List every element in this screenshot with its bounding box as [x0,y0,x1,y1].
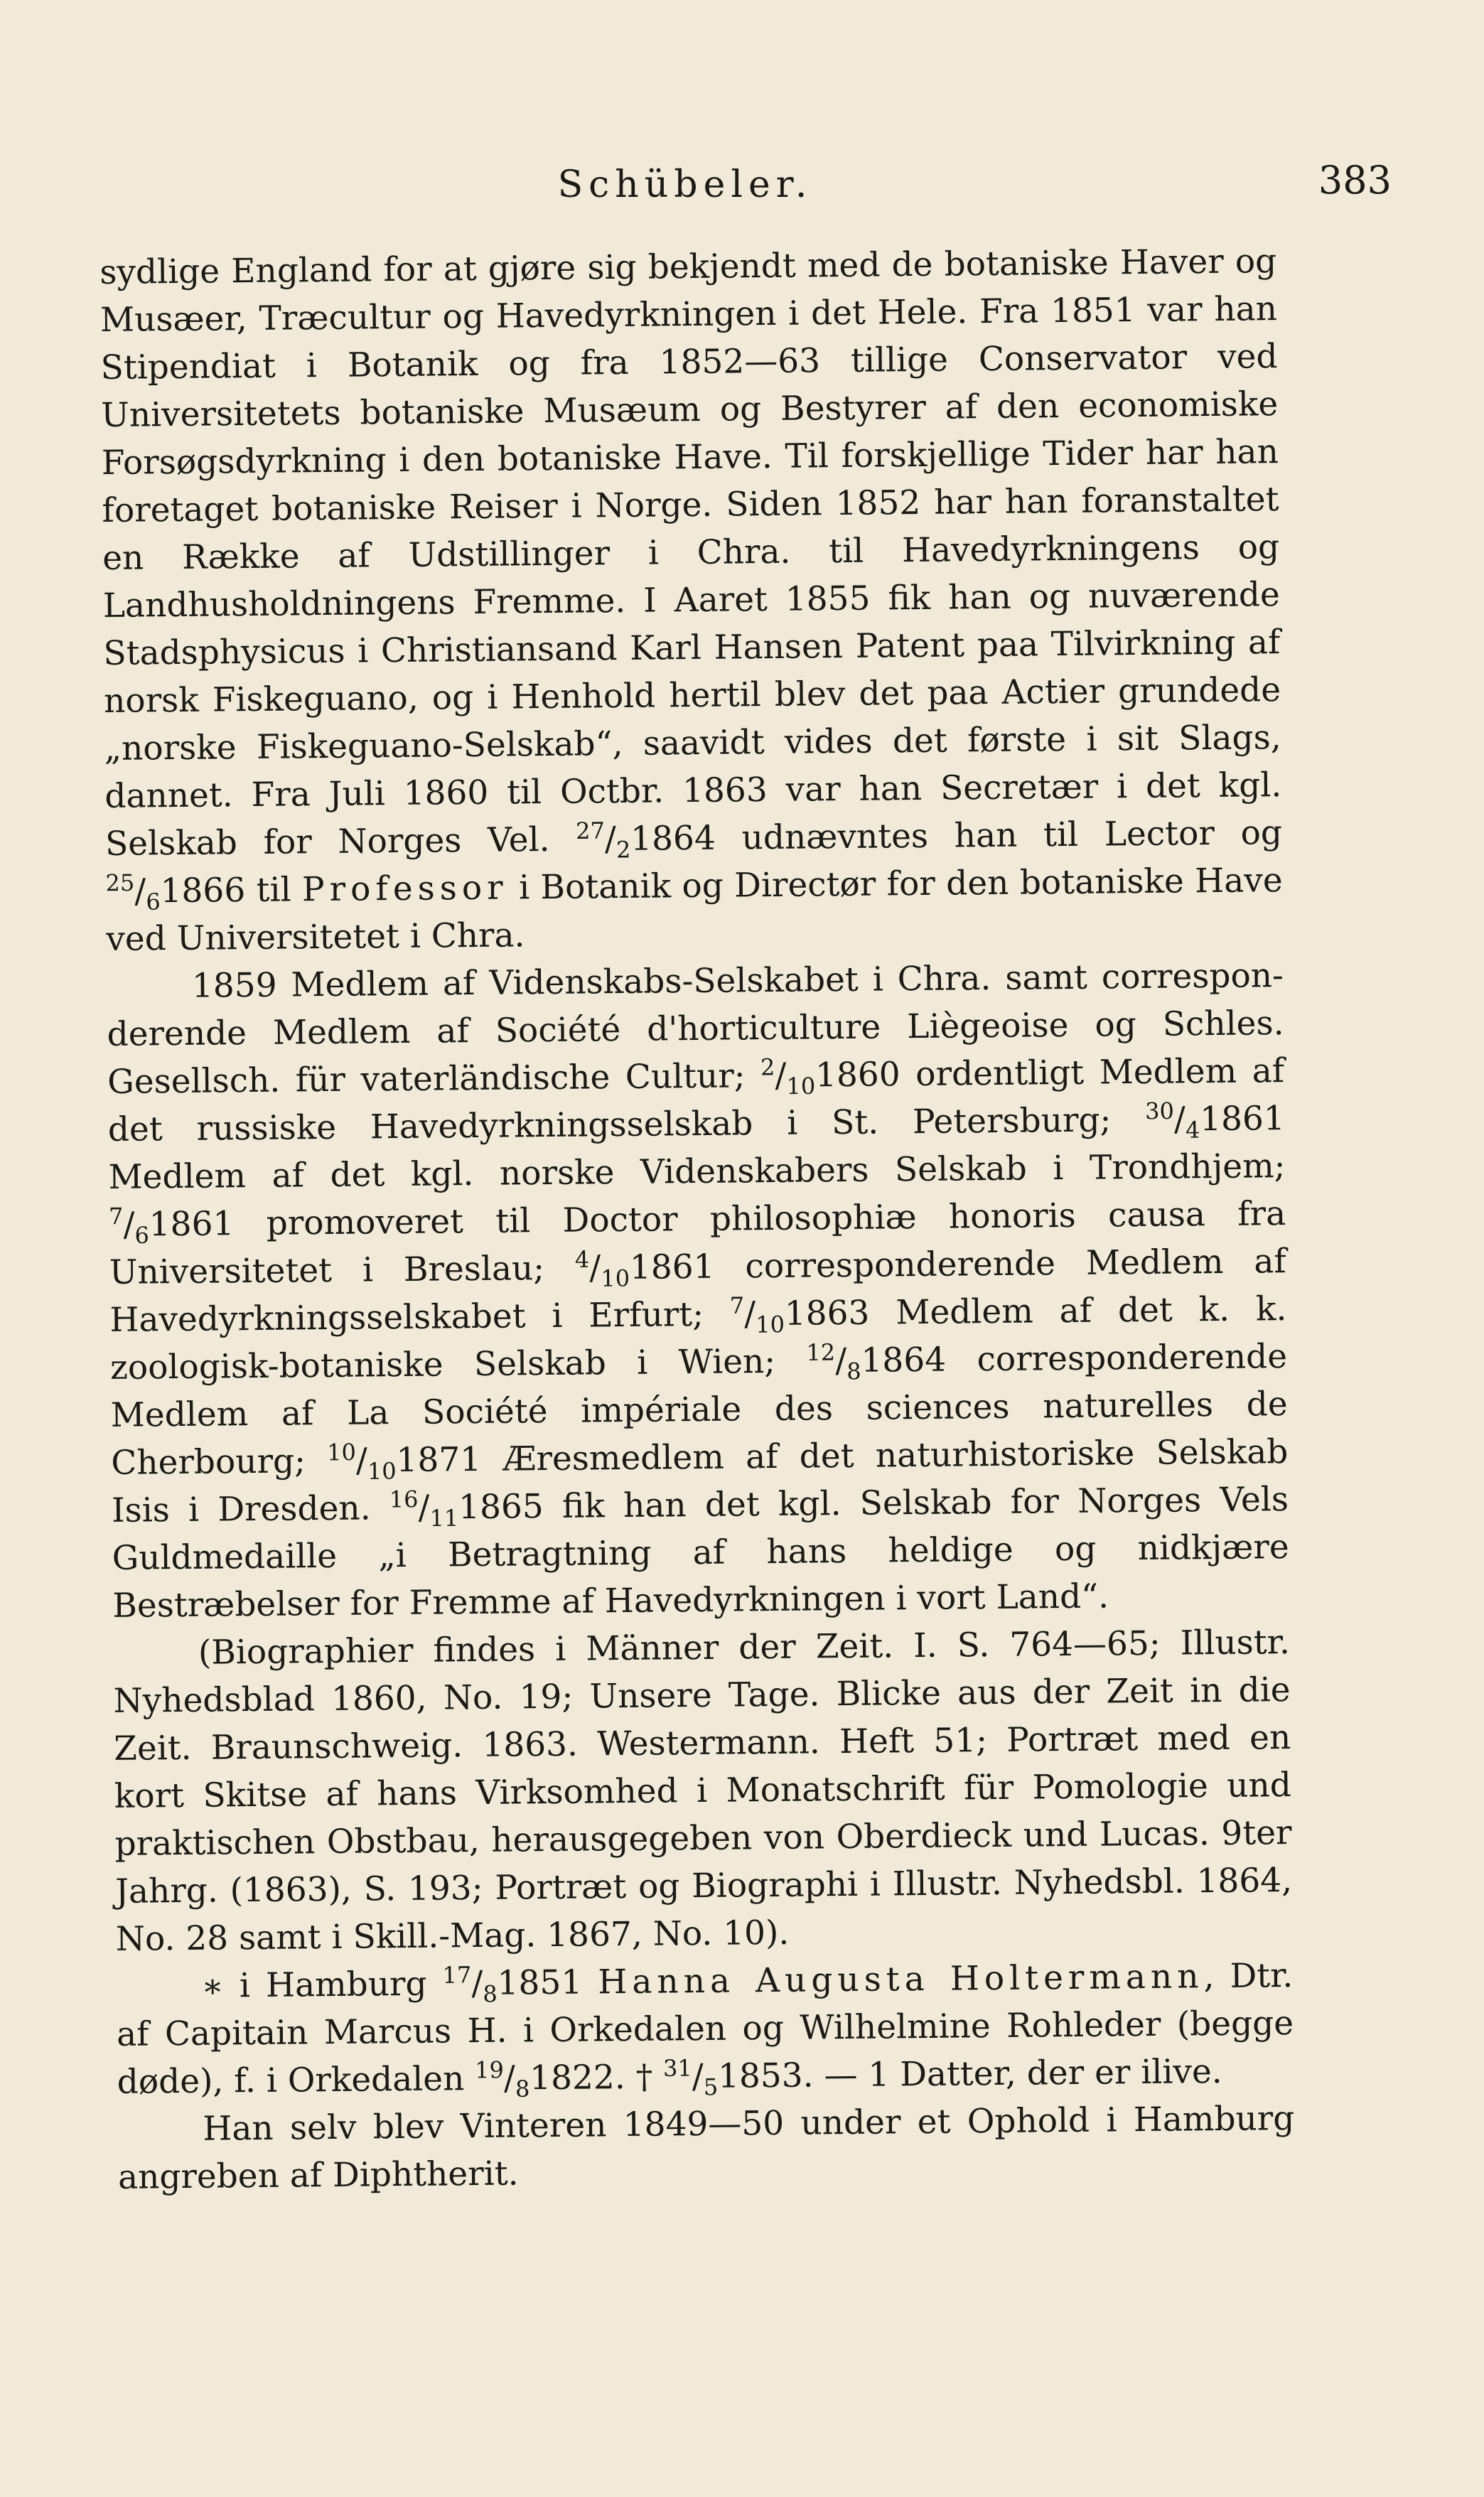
date-month: 8 [846,1358,861,1385]
date-month: 10 [786,1072,816,1100]
date-day: 7 [729,1292,745,1319]
text-span: 1866 til [160,870,291,911]
paragraph-memberships: 1859 Medlem af Videnskabs-Selskabet i Chra. samt corresponderende Medlem af Société d'horticulture Liègeoise og Schles. Gesellsch. für vaterländische Cultur; $^2/_{10}1860$ ordentligt Medlem af det russiske Havedyrkningsselskab i St. Petersburg; $^{30}/_41861$ Medlem af det kgl. norske Videnskabers Selskab i Trondhjem; $^7/_61861$ promoveret til Doctor philosophiæ honoris causa fra Universitetet i Breslau; $^4/_{10}1861$ corresponderende Medlem af Havedyrkningsselskabet i Erfurt; $^7/_{10}1863$ Medlem af det k. k. zoologisk-botaniske Selskab i Wien; $^{12}/_81864$ corresponderende Medlem af La Société impériale des sciences naturelles de Cherbourg; $^{10}/_{10}1871$ Æresmedlem af det naturhistoriske Selskab Isis i Dresden. $^{16}/_{11}1865$ fik han det kgl. Selskab for Norges Vels Guldmedaille „i Betragtning af hans heldige og nidkjære Bestræbelser for Fremme af Havedyrkningen i vort Land“. [107,956,1289,1626]
date-month: 6 [146,888,161,915]
date-month: 8 [515,2075,530,2103]
paragraph-marriage: ∗ i Hamburg $^{17}/_81851$ Hanna Augusta Holtermann, Dtr. af Capitain Marcus H. i Orkedalen og Wilhelmine Rohleder (begge døde), f. i Orkedalen $^{19}/_81822$. † $^{31}/_51853$. — 1 Datter, der er ilive. [116,1955,1294,2103]
date-month: 11 [429,1504,459,1532]
date-day: 25 [105,869,135,897]
text-span: 1860 ordentligt Medlem af det russiske Havedyrkningsselskab i St. Petersburg; [107,1051,1285,1149]
text-span: sydlige England for at gjøre sig bekjendt med de botaniske Haver og Musæer, Træcultur og Havedyrkningen i det Hele. Fra 1851 var han Stipendiat i Botanik og fra 1852—63 tillige Conservator ved Universitetets botaniske Musæum og Bestyrer af den economiske Forsøgsdyrkning i den botaniske Have. Til forskjellige Tider har han foretaget botaniske Reiser i Norge. Siden 1852 har han foranstaltet en Række af Udstillinger i Chra. til Havedyrkningens og Landhusholdningens Fremme. I Aaret 1855 fik han og nuværende Stadsphysicus i Christiansand Karl Hansen Patent paa Tilvirkning af norsk Fiskeguano, og i Henhold hertil blev det paa Actier grundede „norske Fiskeguano-Selskab“, saavidt vides det første i sit Slags, dannet. Fra Juli 1860 til Octbr. 1863 var han Secretær i det kgl. Selskab for Norges Vel. [100,242,1282,864]
running-head: Schübeler. [557,163,813,206]
date-month: 2 [615,836,631,864]
date-day: 4 [574,1245,590,1273]
text-span: 1859 Medlem af Videnskabs-Selskabet i Chra. samt corresponderende Medlem af Société d'horticulture Liègeoise og Schles. Gesellsch. für vaterländische Cultur; [107,956,1284,1102]
text-span: 1861 promoveret til Doctor philosophiæ honoris causa fra Universitetet i Breslau; [109,1194,1286,1292]
text-span: 1863 Medlem af det k. k. zoologisk-botaniske Selskab i Wien; [109,1289,1287,1387]
date-month: 10 [367,1457,397,1485]
paragraph-illness [117,2095,1295,2201]
text-span: 1861 Medlem af det kgl. norske Videnskabers Selskab i Trondhjem; [108,1099,1286,1197]
date-day: 12 [806,1338,836,1366]
text-span: 1871 Æresmedlem af det naturhistoriske Selskab Isis i Dresden. [111,1432,1289,1530]
text-span: 1861 corresponderende Medlem af Havedyrkningsselskabet i Erfurt; [109,1242,1287,1340]
paragraph-biographies [113,1618,1293,1963]
page-header [100,158,1392,210]
text-span: 1865 fik han det kgl. Selskab for Norges Vels Guldmedaille „i Betragtning af hans heldige og nidkjære Bestræbelser for Fremme af Havedyrkningen i vort Land“. [112,1480,1289,1626]
text-span: 1864 corresponderende Medlem af La Société impériale des sciences naturelles de Cherbourg; [110,1337,1288,1483]
date-month: 5 [703,2073,719,2101]
spaced-name-wife: Hanna Augusta Holtermann [598,1957,1204,2002]
date-day: 2 [760,1053,775,1081]
paragraph-career: sydlige England for at gjøre sig bekjendt med de botaniske Haver og Musæer, Træcultur og Havedyrkningen i det Hele. Fra 1851 var han Stipendiat i Botanik og fra 1852—63 tillige Conservator ved Universitetets botaniske Musæum og Bestyrer af den economiske Forsøgsdyrkning i den botaniske Have. Til forskjellige Tider har han foretaget botaniske Reiser i Norge. Siden 1852 har han foranstaltet en Række af Udstillinger i Chra. til Havedyrkningens og Landhusholdningens Fremme. I Aaret 1855 fik han og nuværende Stadsphysicus i Christiansand Karl Hansen Patent paa Tilvirkning af norsk Fiskeguano, og i Henhold hertil blev det paa Actier grundede „norske Fiskeguano-Selskab“, saavidt vides det første i sit Slags, dannet. Fra Juli 1860 til Octbr. 1863 var han Secretær i det kgl. Selskab for Norges Vel. $^{27}/_21864$ udnævntes han til Lector og $^{25}/_61866$ til Professor i Botanik og Directør for den botaniske Have ved Universitetet i Chra. [100,242,1283,959]
date-day: 7 [108,1203,124,1230]
page-number: 383 [1318,158,1392,203]
date-day: 27 [576,817,606,844]
marriage-symbol-icon: ∗ [201,1966,224,2005]
text-span: Han selv blev Vinteren 1849—50 under et Ophold i Hamburg angreben af Diphtherit. [117,2098,1295,2197]
date-day: 17 [442,1961,472,1989]
text-span: 1853. — 1 Datter, der er ilive. [717,2051,1222,2096]
text-span: (Biographier findes i Männer der Zeit. I. S. 764—65; Illustr. Nyhedsblad 1860, No. 19; Unsere Tage. Blicke aus der Zeit in die Zeit. Braunschweig. 1863. Westermann. Heft 51; Portræt med en kort Skitse af hans Virksomhed i Monatschrift für Pomologie und praktischen Obstbau, herausgegeben von Oberdieck und Lucas. 9ter Jahrg. (1863), S. 193; Portræt og Biographi i Illustr. Nyhedsbl. 1864, No. 28 samt i Skill.-Mag. 1867, No. 10). [113,1623,1293,1959]
date-day: 31 [662,2054,692,2082]
text-span: , Dtr. af Capitain Marcus H. i Orkedalen og Wilhelmine Rohleder (begge døde), f. i Orkedalen [116,1955,1294,2102]
date-day: 30 [1144,1097,1175,1125]
date-month: 6 [134,1221,150,1249]
text-span: i Botanik og Directør for den botaniske Have ved Universitetet i Chra. [106,861,1283,959]
text-span: 1822. † [529,2057,664,2098]
date-month: 4 [1185,1116,1200,1144]
text-span: 1851 [497,1962,583,2003]
date-month: 10 [756,1311,785,1338]
date-month: 10 [601,1264,630,1292]
text-span: i Hamburg [239,1964,427,2006]
date-day: 16 [389,1486,419,1513]
date-day: 10 [326,1438,357,1466]
date-month: 8 [483,1980,498,2008]
body-text [100,237,1295,2201]
spaced-word-professor: Professor [301,868,508,910]
date-day: 19 [474,2056,505,2084]
text-span: 1864 udnævntes han til Lector og [630,813,1283,859]
